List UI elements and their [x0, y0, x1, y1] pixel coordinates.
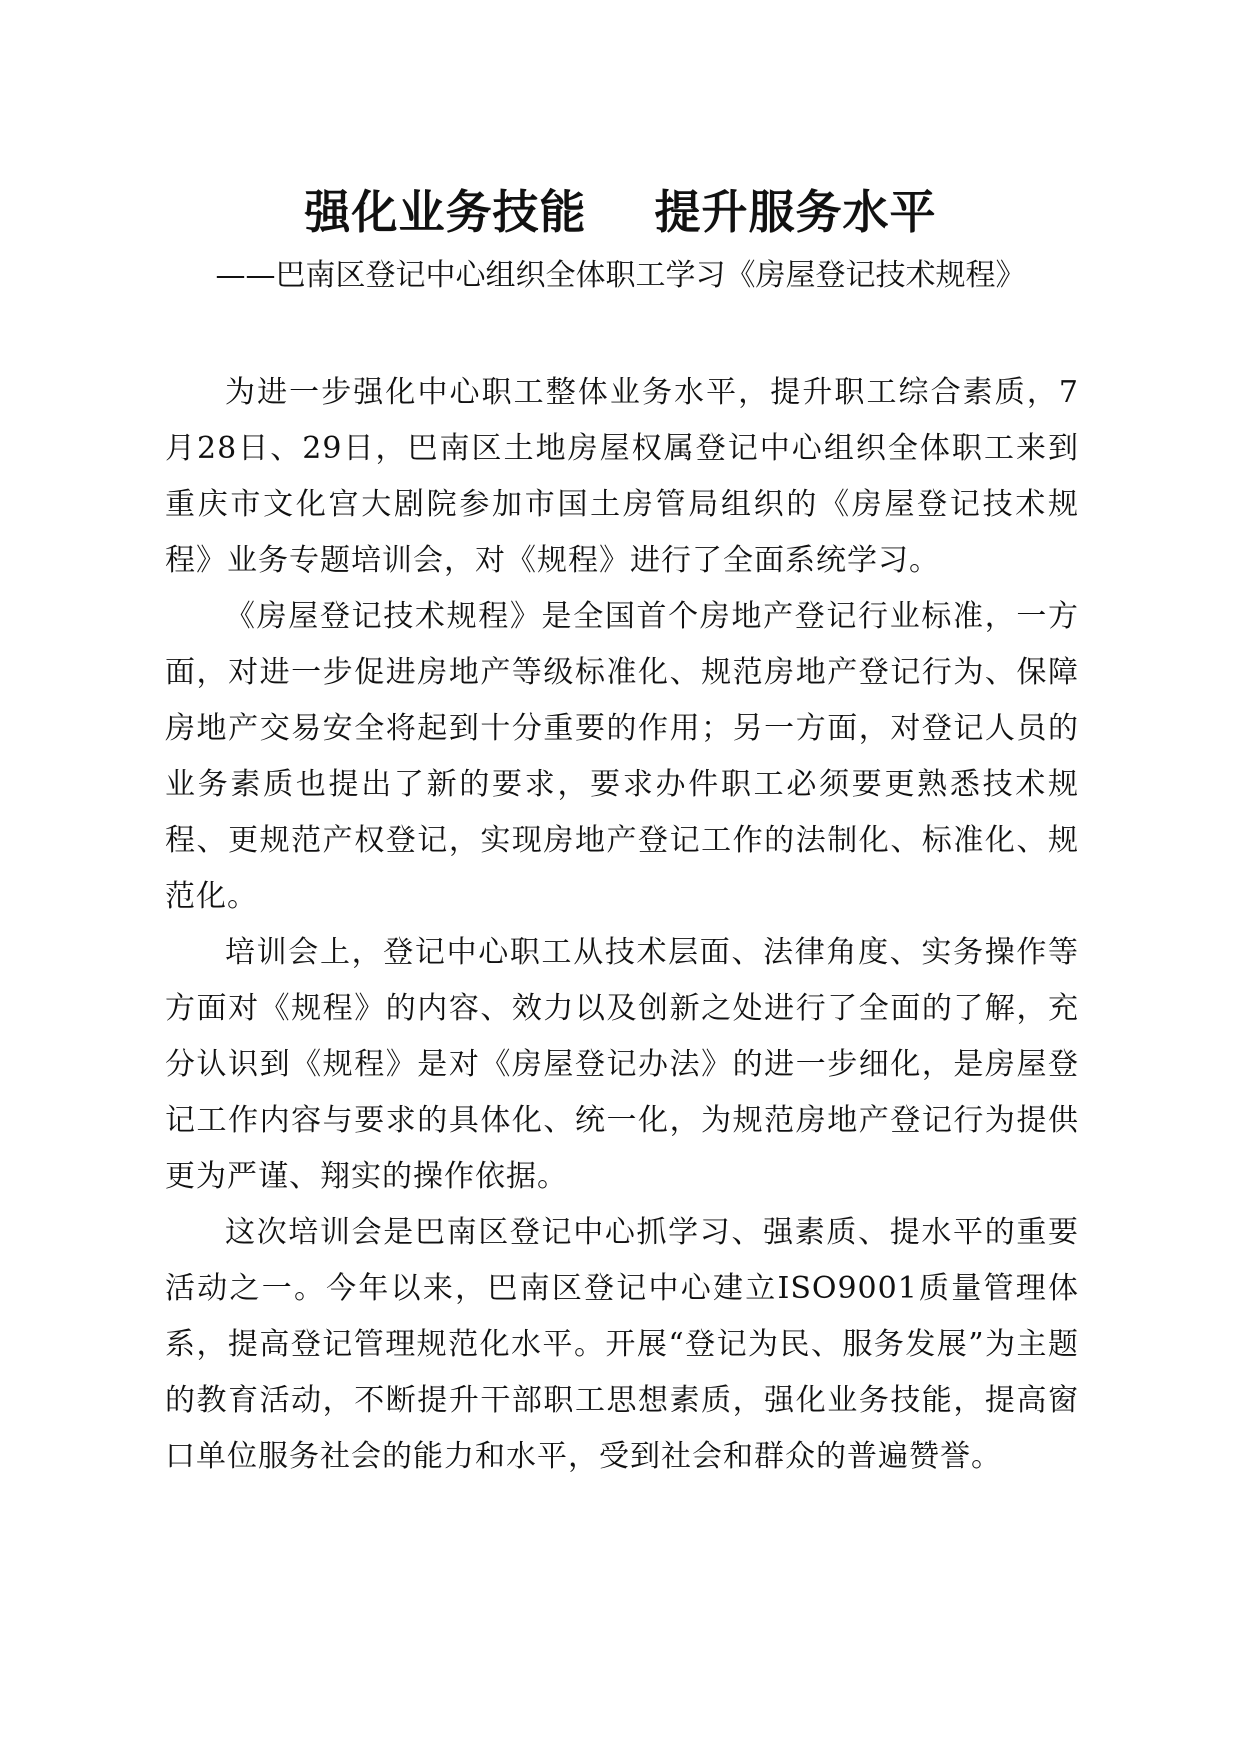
document-body	[165, 365, 1079, 1485]
document-subtitle: ——巴南区登记中心组织全体职工学习《房屋登记技术规程》	[215, 258, 1026, 293]
paragraph-standard: 《房屋登记技术规程》是全国首个房地产登记行业标准，一方面，对进一步促进房地产等级标准化、规范房地产登记行为、保障房地产交易安全将起到十分重要的作用；另一方面，对登记人员的业务素质也提出了新的要求，要求办件职工必须要更熟悉技术规程、更规范产权登记，实现房地产登记工作的法制化、标准化、规范化。	[165, 599, 1079, 914]
paragraph-activities: 这次培训会是巴南区登记中心抓学习、强素质、提水平的重要活动之一。今年以来，巴南区登记中心建立ISO9001质量管理体系，提高登记管理规范化水平。开展“登记为民、服务发展”为主题的教育活动，不断提升干部职工思想素质，强化业务技能，提高窗口单位服务社会的能力和水平，受到社会和群众的普遍赞誉。	[165, 1215, 1079, 1474]
paragraph-intro: 为进一步强化中心职工整体业务水平，提升职工综合素质，7月28日、29日，巴南区土地房屋权属登记中心组织全体职工来到重庆市文化宫大剧院参加市国土房管局组织的《房屋登记技术规程》业务专题培训会，对《规程》进行了全面系统学习。	[165, 375, 1079, 578]
document-title: 强化业务技能 提升服务水平	[304, 185, 937, 239]
paragraph-training: 培训会上，登记中心职工从技术层面、法律角度、实务操作等方面对《规程》的内容、效力以及创新之处进行了全面的了解，充分认识到《规程》是对《房屋登记办法》的进一步细化，是房屋登记工作内容与要求的具体化、统一化，为规范房地产登记行为提供更为严谨、翔实的操作依据。	[165, 935, 1079, 1194]
